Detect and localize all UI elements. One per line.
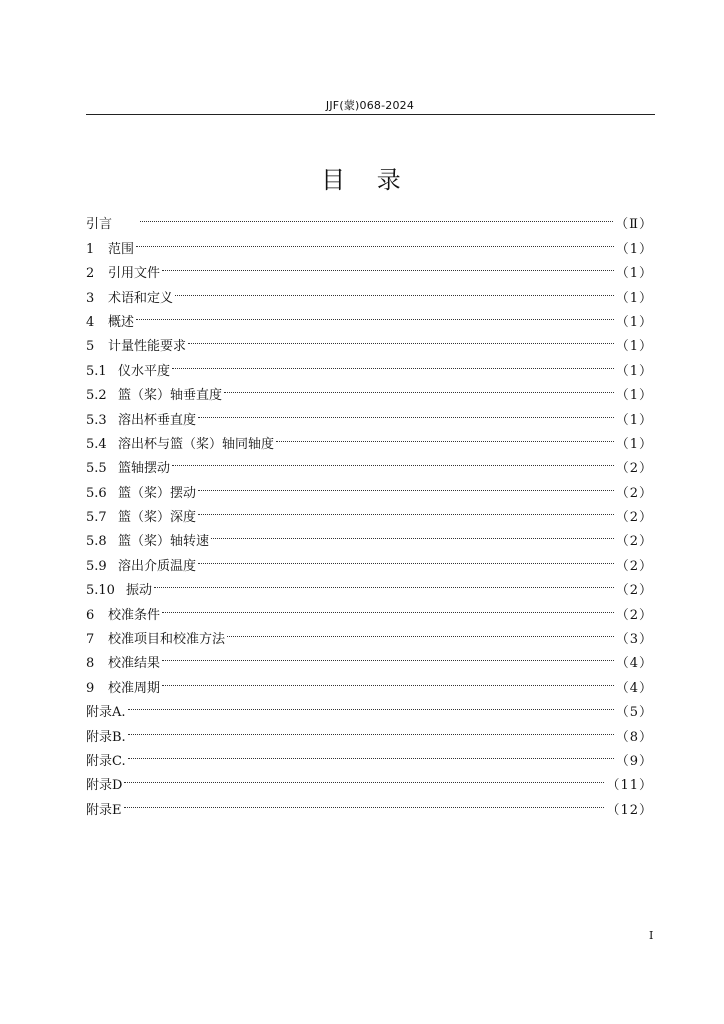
- toc-entry-page: （1）: [615, 290, 653, 306]
- toc-entry-number: 3: [86, 290, 95, 306]
- toc-entry-number: 5.7: [86, 510, 107, 526]
- toc-entry-page: （1）: [615, 363, 653, 379]
- toc-entry[interactable]: [86, 765, 653, 794]
- toc-entry-number: 8: [86, 656, 95, 672]
- toc-entry-page: （Ⅱ）: [615, 217, 653, 233]
- toc-entry-page: （2）: [615, 583, 653, 599]
- toc-entry-label: 仪水平度: [118, 363, 171, 379]
- toc-entry-page: （5）: [615, 705, 653, 721]
- toc-dot-leader: [198, 472, 614, 496]
- toc-entry-label: 附录C.: [86, 753, 126, 769]
- toc-entry-label: 振动: [126, 583, 153, 599]
- toc-dot-leader: [175, 277, 614, 301]
- toc-entry-label: 篮（桨）摆动: [118, 485, 197, 501]
- toc-dot-leader: [128, 716, 614, 740]
- toc-dot-leader: [162, 643, 614, 667]
- toc-entry[interactable]: [86, 277, 653, 306]
- toc-entry[interactable]: [86, 448, 653, 477]
- toc-entry[interactable]: [86, 594, 653, 623]
- toc-entry-number: 9: [86, 680, 95, 696]
- toc-entry-page: （1）: [615, 436, 653, 452]
- toc-dot-leader: [172, 448, 614, 472]
- toc-dot-leader: [188, 326, 614, 350]
- toc-entry[interactable]: [86, 619, 653, 648]
- toc-entry-number: 2: [86, 266, 95, 282]
- toc-entry-page: （1）: [615, 388, 653, 404]
- toc-entry-page: （2）: [615, 534, 653, 550]
- toc-entry-number: 5.1: [86, 363, 107, 379]
- toc-entry-number: 6: [86, 607, 95, 623]
- toc-entry-label: 范围: [108, 241, 135, 257]
- toc-entry[interactable]: [86, 789, 653, 818]
- toc-entry[interactable]: [86, 570, 653, 599]
- toc-dot-leader: [276, 424, 614, 448]
- toc-dot-leader: [198, 399, 614, 423]
- toc-entry-number: 5.6: [86, 485, 107, 501]
- toc-entry-page: （3）: [615, 632, 653, 648]
- header-divider: [86, 114, 655, 115]
- toc-entry[interactable]: [86, 350, 653, 379]
- toc-entry[interactable]: [86, 326, 653, 355]
- toc-dot-leader: [136, 302, 614, 326]
- toc-dot-leader: [124, 765, 604, 789]
- toc-entry-page: （12）: [606, 802, 653, 818]
- toc-entry[interactable]: [86, 228, 653, 257]
- toc-entry-page: （8）: [615, 729, 653, 745]
- toc-entry-label: 篮（桨）轴转速: [118, 534, 210, 550]
- toc-entry-label: 附录A.: [86, 705, 126, 721]
- toc-dot-leader: [140, 204, 613, 228]
- toc-entry-label: 附录D: [86, 778, 123, 794]
- toc-entry-number: 5.9: [86, 558, 107, 574]
- toc-dot-leader: [128, 692, 614, 716]
- toc-entry-page: （1）: [615, 266, 653, 282]
- toc-entry[interactable]: [86, 302, 653, 330]
- toc-entry-page: （1）: [615, 339, 653, 355]
- toc-dot-leader: [211, 521, 614, 545]
- toc-entry-label: 校准结果: [108, 656, 161, 672]
- toc-entry-label: 校准条件: [108, 607, 161, 623]
- toc-entry[interactable]: [86, 741, 653, 769]
- toc-dot-leader: [227, 619, 614, 643]
- toc-entry-page: （2）: [615, 461, 653, 477]
- toc-entry[interactable]: [86, 375, 653, 404]
- toc-entry-label: 概述: [108, 314, 135, 330]
- toc-entry-number: 4: [86, 314, 95, 330]
- toc-title: 目 录: [321, 166, 413, 195]
- toc-entry-page: （11）: [606, 778, 653, 794]
- toc-entry-number: 5.3: [86, 412, 107, 428]
- toc-dot-leader: [128, 741, 614, 765]
- toc-entry-label: 术语和定义: [108, 290, 174, 306]
- toc-entry-number: 1: [86, 241, 95, 257]
- toc-dot-leader: [224, 375, 614, 399]
- toc-entry-page: （4）: [615, 680, 653, 696]
- toc-entry-page: （2）: [615, 510, 653, 526]
- toc-entry-label: 溶出介质温度: [118, 558, 197, 574]
- toc-dot-leader: [198, 545, 614, 569]
- toc-entry-label: 引言: [86, 217, 113, 233]
- toc-entry-label: 校准周期: [108, 680, 161, 696]
- toc-entry-number: 7: [86, 632, 95, 648]
- toc-dot-leader: [154, 570, 614, 594]
- toc-entry-page: （1）: [615, 412, 653, 428]
- toc-dot-leader: [162, 667, 614, 691]
- toc-entry-page: （2）: [615, 607, 653, 623]
- toc-entry-page: （4）: [615, 656, 653, 672]
- toc-entry-label: 溶出杯垂直度: [118, 412, 197, 428]
- toc-entry-page: （1）: [615, 241, 653, 257]
- toc-entry-page: （2）: [615, 485, 653, 501]
- toc-entry-number: 5.8: [86, 534, 107, 550]
- table-of-contents: [86, 204, 653, 818]
- toc-entry-label: 附录B.: [86, 729, 126, 745]
- toc-entry[interactable]: [86, 692, 653, 721]
- toc-entry-label: 计量性能要求: [108, 339, 187, 355]
- toc-entry-label: 附录E: [86, 802, 122, 818]
- toc-entry-page: （9）: [615, 753, 653, 769]
- toc-entry-label: 篮轴摆动: [118, 461, 171, 477]
- toc-entry[interactable]: [86, 472, 653, 501]
- toc-entry-label: 溶出杯与篮（桨）轴同轴度: [118, 436, 275, 452]
- page-number: I: [649, 929, 654, 942]
- toc-entry[interactable]: [86, 716, 653, 745]
- toc-entry[interactable]: [86, 204, 653, 233]
- toc-entry-label: 篮（桨）深度: [118, 510, 197, 526]
- toc-dot-leader: [162, 253, 614, 277]
- toc-dot-leader: [136, 228, 614, 252]
- toc-entry-label: 引用文件: [108, 266, 161, 282]
- toc-entry-number: 5.5: [86, 461, 107, 477]
- toc-entry[interactable]: [86, 667, 653, 696]
- document-code: JJF(蒙)068-2024: [325, 99, 415, 112]
- toc-dot-leader: [172, 350, 614, 374]
- toc-entry[interactable]: [86, 643, 653, 672]
- toc-entry-page: （1）: [615, 314, 653, 330]
- toc-entry-page: （2）: [615, 558, 653, 574]
- toc-dot-leader: [124, 789, 605, 813]
- toc-dot-leader: [198, 497, 614, 521]
- toc-entry-label: 篮（桨）轴垂直度: [118, 388, 223, 404]
- toc-entry-label: 校准项目和校准方法: [108, 632, 226, 648]
- toc-dot-leader: [162, 594, 614, 618]
- toc-entry-number: 5: [86, 339, 95, 355]
- toc-entry[interactable]: [86, 253, 653, 282]
- toc-entry-number: 5.10: [86, 583, 115, 599]
- toc-entry-number: 5.4: [86, 436, 107, 452]
- toc-entry-number: 5.2: [86, 388, 107, 404]
